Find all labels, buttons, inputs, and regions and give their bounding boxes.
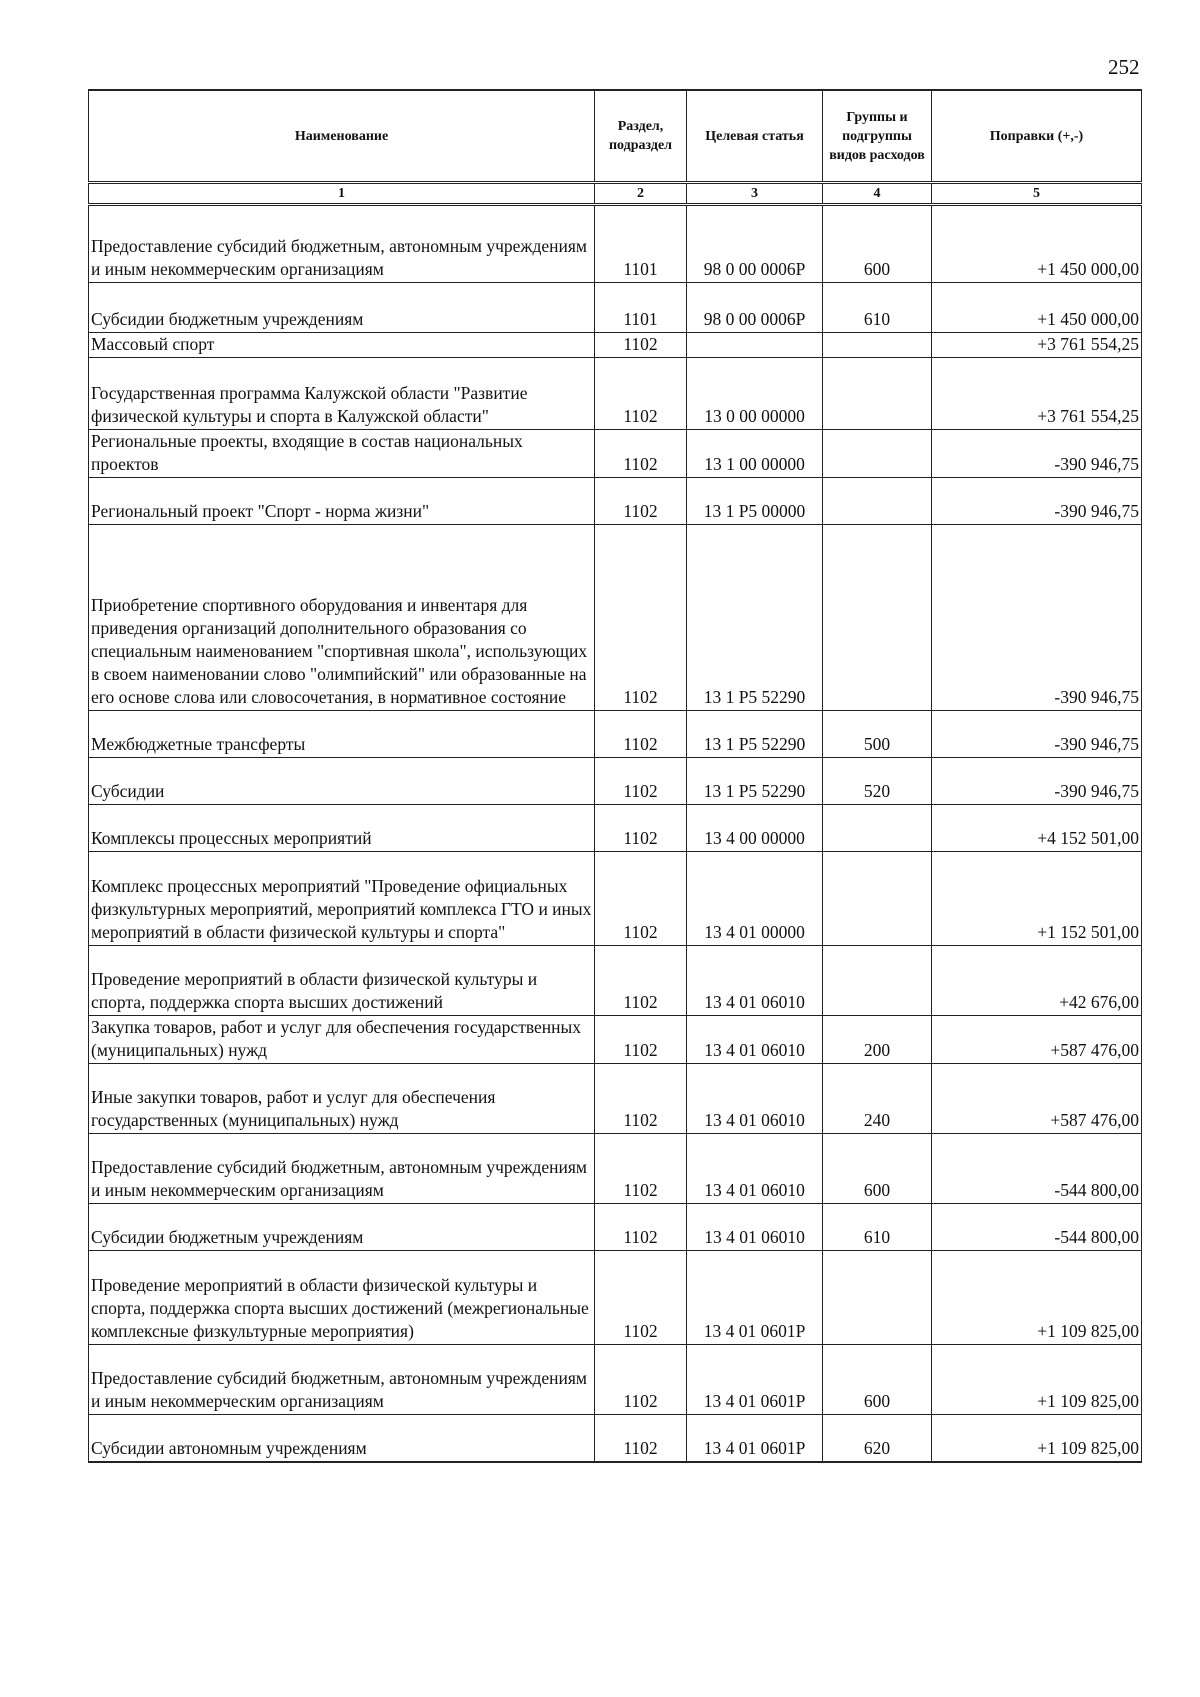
table-row bbox=[89, 1134, 1142, 1204]
header-groups: Группы и подгруппы видов расходов bbox=[823, 90, 932, 183]
row-amendment-amount: +3 761 554,25 bbox=[932, 333, 1142, 358]
row-target-article: 13 4 01 00000 bbox=[687, 852, 823, 946]
row-section-code: 1101 bbox=[595, 283, 687, 333]
row-expense-group: 520 bbox=[823, 758, 932, 805]
row-name: Межбюджетные трансферты bbox=[89, 711, 595, 758]
table-row bbox=[89, 205, 1142, 283]
row-target-article: 13 4 01 0601Р bbox=[687, 1415, 823, 1462]
row-target-article: 13 0 00 00000 bbox=[687, 358, 823, 430]
row-amendment-amount: +1 450 000,00 bbox=[932, 283, 1142, 333]
row-target-article: 13 4 00 00000 bbox=[687, 805, 823, 852]
header-target: Целевая статья bbox=[687, 90, 823, 183]
row-target-article: 13 4 01 06010 bbox=[687, 1134, 823, 1204]
row-section-code: 1102 bbox=[595, 478, 687, 525]
row-name: Государственная программа Калужской области "Развитие физической культуры и спорта в Калужской области" bbox=[89, 358, 595, 430]
row-amendment-amount: -390 946,75 bbox=[932, 711, 1142, 758]
row-name: Иные закупки товаров, работ и услуг для обеспечения государственных (муниципальных) нужд bbox=[89, 1064, 595, 1134]
row-name: Субсидии бюджетным учреждениям bbox=[89, 283, 595, 333]
row-target-article: 13 4 01 06010 bbox=[687, 1016, 823, 1064]
table-row bbox=[89, 758, 1142, 805]
row-name: Комплекс процессных мероприятий "Проведение официальных физкультурных мероприятий, мероприятий комплекса ГТО и иных мероприятий в области физической культуры и спорта" bbox=[89, 852, 595, 946]
row-target-article: 13 1 00 00000 bbox=[687, 430, 823, 478]
table-row bbox=[89, 1204, 1142, 1251]
row-section-code: 1102 bbox=[595, 1134, 687, 1204]
row-expense-group: 500 bbox=[823, 711, 932, 758]
row-section-code: 1102 bbox=[595, 1345, 687, 1415]
row-expense-group bbox=[823, 430, 932, 478]
row-target-article: 13 1 Р5 52290 bbox=[687, 711, 823, 758]
row-amendment-amount: -390 946,75 bbox=[932, 478, 1142, 525]
row-amendment-amount: +1 109 825,00 bbox=[932, 1251, 1142, 1345]
table-row bbox=[89, 430, 1142, 478]
row-expense-group: 620 bbox=[823, 1415, 932, 1462]
table-body bbox=[89, 205, 1142, 1462]
row-name: Проведение мероприятий в области физической культуры и спорта, поддержка спорта высших достижений bbox=[89, 946, 595, 1016]
table-row bbox=[89, 1064, 1142, 1134]
row-expense-group: 600 bbox=[823, 1345, 932, 1415]
row-expense-group bbox=[823, 525, 932, 711]
row-name: Закупка товаров, работ и услуг для обеспечения государственных (муниципальных) нужд bbox=[89, 1016, 595, 1064]
row-target-article bbox=[687, 333, 823, 358]
row-section-code: 1102 bbox=[595, 758, 687, 805]
row-name: Региональный проект "Спорт - норма жизни" bbox=[89, 478, 595, 525]
row-section-code: 1102 bbox=[595, 946, 687, 1016]
row-section-code: 1102 bbox=[595, 1415, 687, 1462]
row-name: Предоставление субсидий бюджетным, автономным учреждениям и иным некоммерческим организациям bbox=[89, 205, 595, 283]
row-amendment-amount: +1 450 000,00 bbox=[932, 205, 1142, 283]
column-number: 2 bbox=[595, 183, 687, 205]
row-target-article: 13 4 01 06010 bbox=[687, 1204, 823, 1251]
row-section-code: 1102 bbox=[595, 333, 687, 358]
row-section-code: 1102 bbox=[595, 805, 687, 852]
page-number: 252 bbox=[1108, 55, 1140, 79]
row-name: Региональные проекты, входящие в состав национальных проектов bbox=[89, 430, 595, 478]
row-amendment-amount: +1 152 501,00 bbox=[932, 852, 1142, 946]
row-expense-group: 600 bbox=[823, 205, 932, 283]
row-target-article: 98 0 00 0006Р bbox=[687, 283, 823, 333]
row-amendment-amount: +587 476,00 bbox=[932, 1016, 1142, 1064]
header-section: Раздел, подраздел bbox=[595, 90, 687, 183]
row-name: Комплексы процессных мероприятий bbox=[89, 805, 595, 852]
row-expense-group bbox=[823, 358, 932, 430]
row-name: Субсидии bbox=[89, 758, 595, 805]
row-section-code: 1102 bbox=[595, 852, 687, 946]
row-target-article: 98 0 00 0006Р bbox=[687, 205, 823, 283]
table-row bbox=[89, 1016, 1142, 1064]
row-section-code: 1101 bbox=[595, 205, 687, 283]
row-name: Массовый спорт bbox=[89, 333, 595, 358]
header-amendments: Поправки (+,-) bbox=[932, 90, 1142, 183]
row-amendment-amount: +587 476,00 bbox=[932, 1064, 1142, 1134]
table-row bbox=[89, 358, 1142, 430]
table-row bbox=[89, 478, 1142, 525]
row-section-code: 1102 bbox=[595, 1016, 687, 1064]
row-amendment-amount: +1 109 825,00 bbox=[932, 1345, 1142, 1415]
row-section-code: 1102 bbox=[595, 1204, 687, 1251]
row-amendment-amount: +3 761 554,25 bbox=[932, 358, 1142, 430]
table-row bbox=[89, 852, 1142, 946]
row-target-article: 13 4 01 06010 bbox=[687, 1064, 823, 1134]
row-expense-group: 240 bbox=[823, 1064, 932, 1134]
row-amendment-amount: -544 800,00 bbox=[932, 1204, 1142, 1251]
table-row bbox=[89, 283, 1142, 333]
row-target-article: 13 1 Р5 00000 bbox=[687, 478, 823, 525]
row-amendment-amount: +4 152 501,00 bbox=[932, 805, 1142, 852]
row-expense-group bbox=[823, 805, 932, 852]
row-expense-group bbox=[823, 478, 932, 525]
row-target-article: 13 1 Р5 52290 bbox=[687, 525, 823, 711]
row-expense-group: 610 bbox=[823, 1204, 932, 1251]
row-target-article: 13 4 01 0601Р bbox=[687, 1251, 823, 1345]
table-row bbox=[89, 711, 1142, 758]
table-row bbox=[89, 1415, 1142, 1462]
column-number-row bbox=[89, 183, 1142, 205]
table-row bbox=[89, 333, 1142, 358]
row-target-article: 13 4 01 06010 bbox=[687, 946, 823, 1016]
table-row bbox=[89, 1345, 1142, 1415]
row-name: Проведение мероприятий в области физической культуры и спорта, поддержка спорта высших достижений (межрегиональные комплексные физкультурные мероприятия) bbox=[89, 1251, 595, 1345]
row-name: Предоставление субсидий бюджетным, автономным учреждениям и иным некоммерческим организациям bbox=[89, 1134, 595, 1204]
row-amendment-amount: -390 946,75 bbox=[932, 430, 1142, 478]
header-name: Наименование bbox=[89, 90, 595, 183]
row-target-article: 13 1 Р5 52290 bbox=[687, 758, 823, 805]
row-section-code: 1102 bbox=[595, 430, 687, 478]
row-name: Предоставление субсидий бюджетным, автономным учреждениям и иным некоммерческим организациям bbox=[89, 1345, 595, 1415]
row-expense-group bbox=[823, 1251, 932, 1345]
row-section-code: 1102 bbox=[595, 525, 687, 711]
row-section-code: 1102 bbox=[595, 358, 687, 430]
row-expense-group bbox=[823, 946, 932, 1016]
row-expense-group: 610 bbox=[823, 283, 932, 333]
table-row bbox=[89, 1251, 1142, 1345]
column-number: 3 bbox=[687, 183, 823, 205]
column-number: 5 bbox=[932, 183, 1142, 205]
row-name: Приобретение спортивного оборудования и инвентаря для приведения организаций дополнительного образования со специальным наименованием "спортивная школа", использующих в своем наименовании слово "олимпийский" или образованные на его основе слова или словосочетания, в нормативное состояние bbox=[89, 525, 595, 711]
row-section-code: 1102 bbox=[595, 711, 687, 758]
table-row bbox=[89, 805, 1142, 852]
row-amendment-amount: -390 946,75 bbox=[932, 525, 1142, 711]
column-number: 4 bbox=[823, 183, 932, 205]
column-number: 1 bbox=[89, 183, 595, 205]
row-section-code: 1102 bbox=[595, 1251, 687, 1345]
row-expense-group bbox=[823, 333, 932, 358]
row-expense-group: 600 bbox=[823, 1134, 932, 1204]
table-row bbox=[89, 946, 1142, 1016]
row-section-code: 1102 bbox=[595, 1064, 687, 1134]
row-name: Субсидии автономным учреждениям bbox=[89, 1415, 595, 1462]
row-amendment-amount: -544 800,00 bbox=[932, 1134, 1142, 1204]
row-name: Субсидии бюджетным учреждениям bbox=[89, 1204, 595, 1251]
row-amendment-amount: +1 109 825,00 bbox=[932, 1415, 1142, 1462]
row-amendment-amount: -390 946,75 bbox=[932, 758, 1142, 805]
table-header-row bbox=[89, 90, 1142, 183]
row-expense-group bbox=[823, 852, 932, 946]
table-row bbox=[89, 525, 1142, 711]
row-target-article: 13 4 01 0601Р bbox=[687, 1345, 823, 1415]
row-expense-group: 200 bbox=[823, 1016, 932, 1064]
row-amendment-amount: +42 676,00 bbox=[932, 946, 1142, 1016]
budget-amendments-table bbox=[88, 89, 1142, 1463]
